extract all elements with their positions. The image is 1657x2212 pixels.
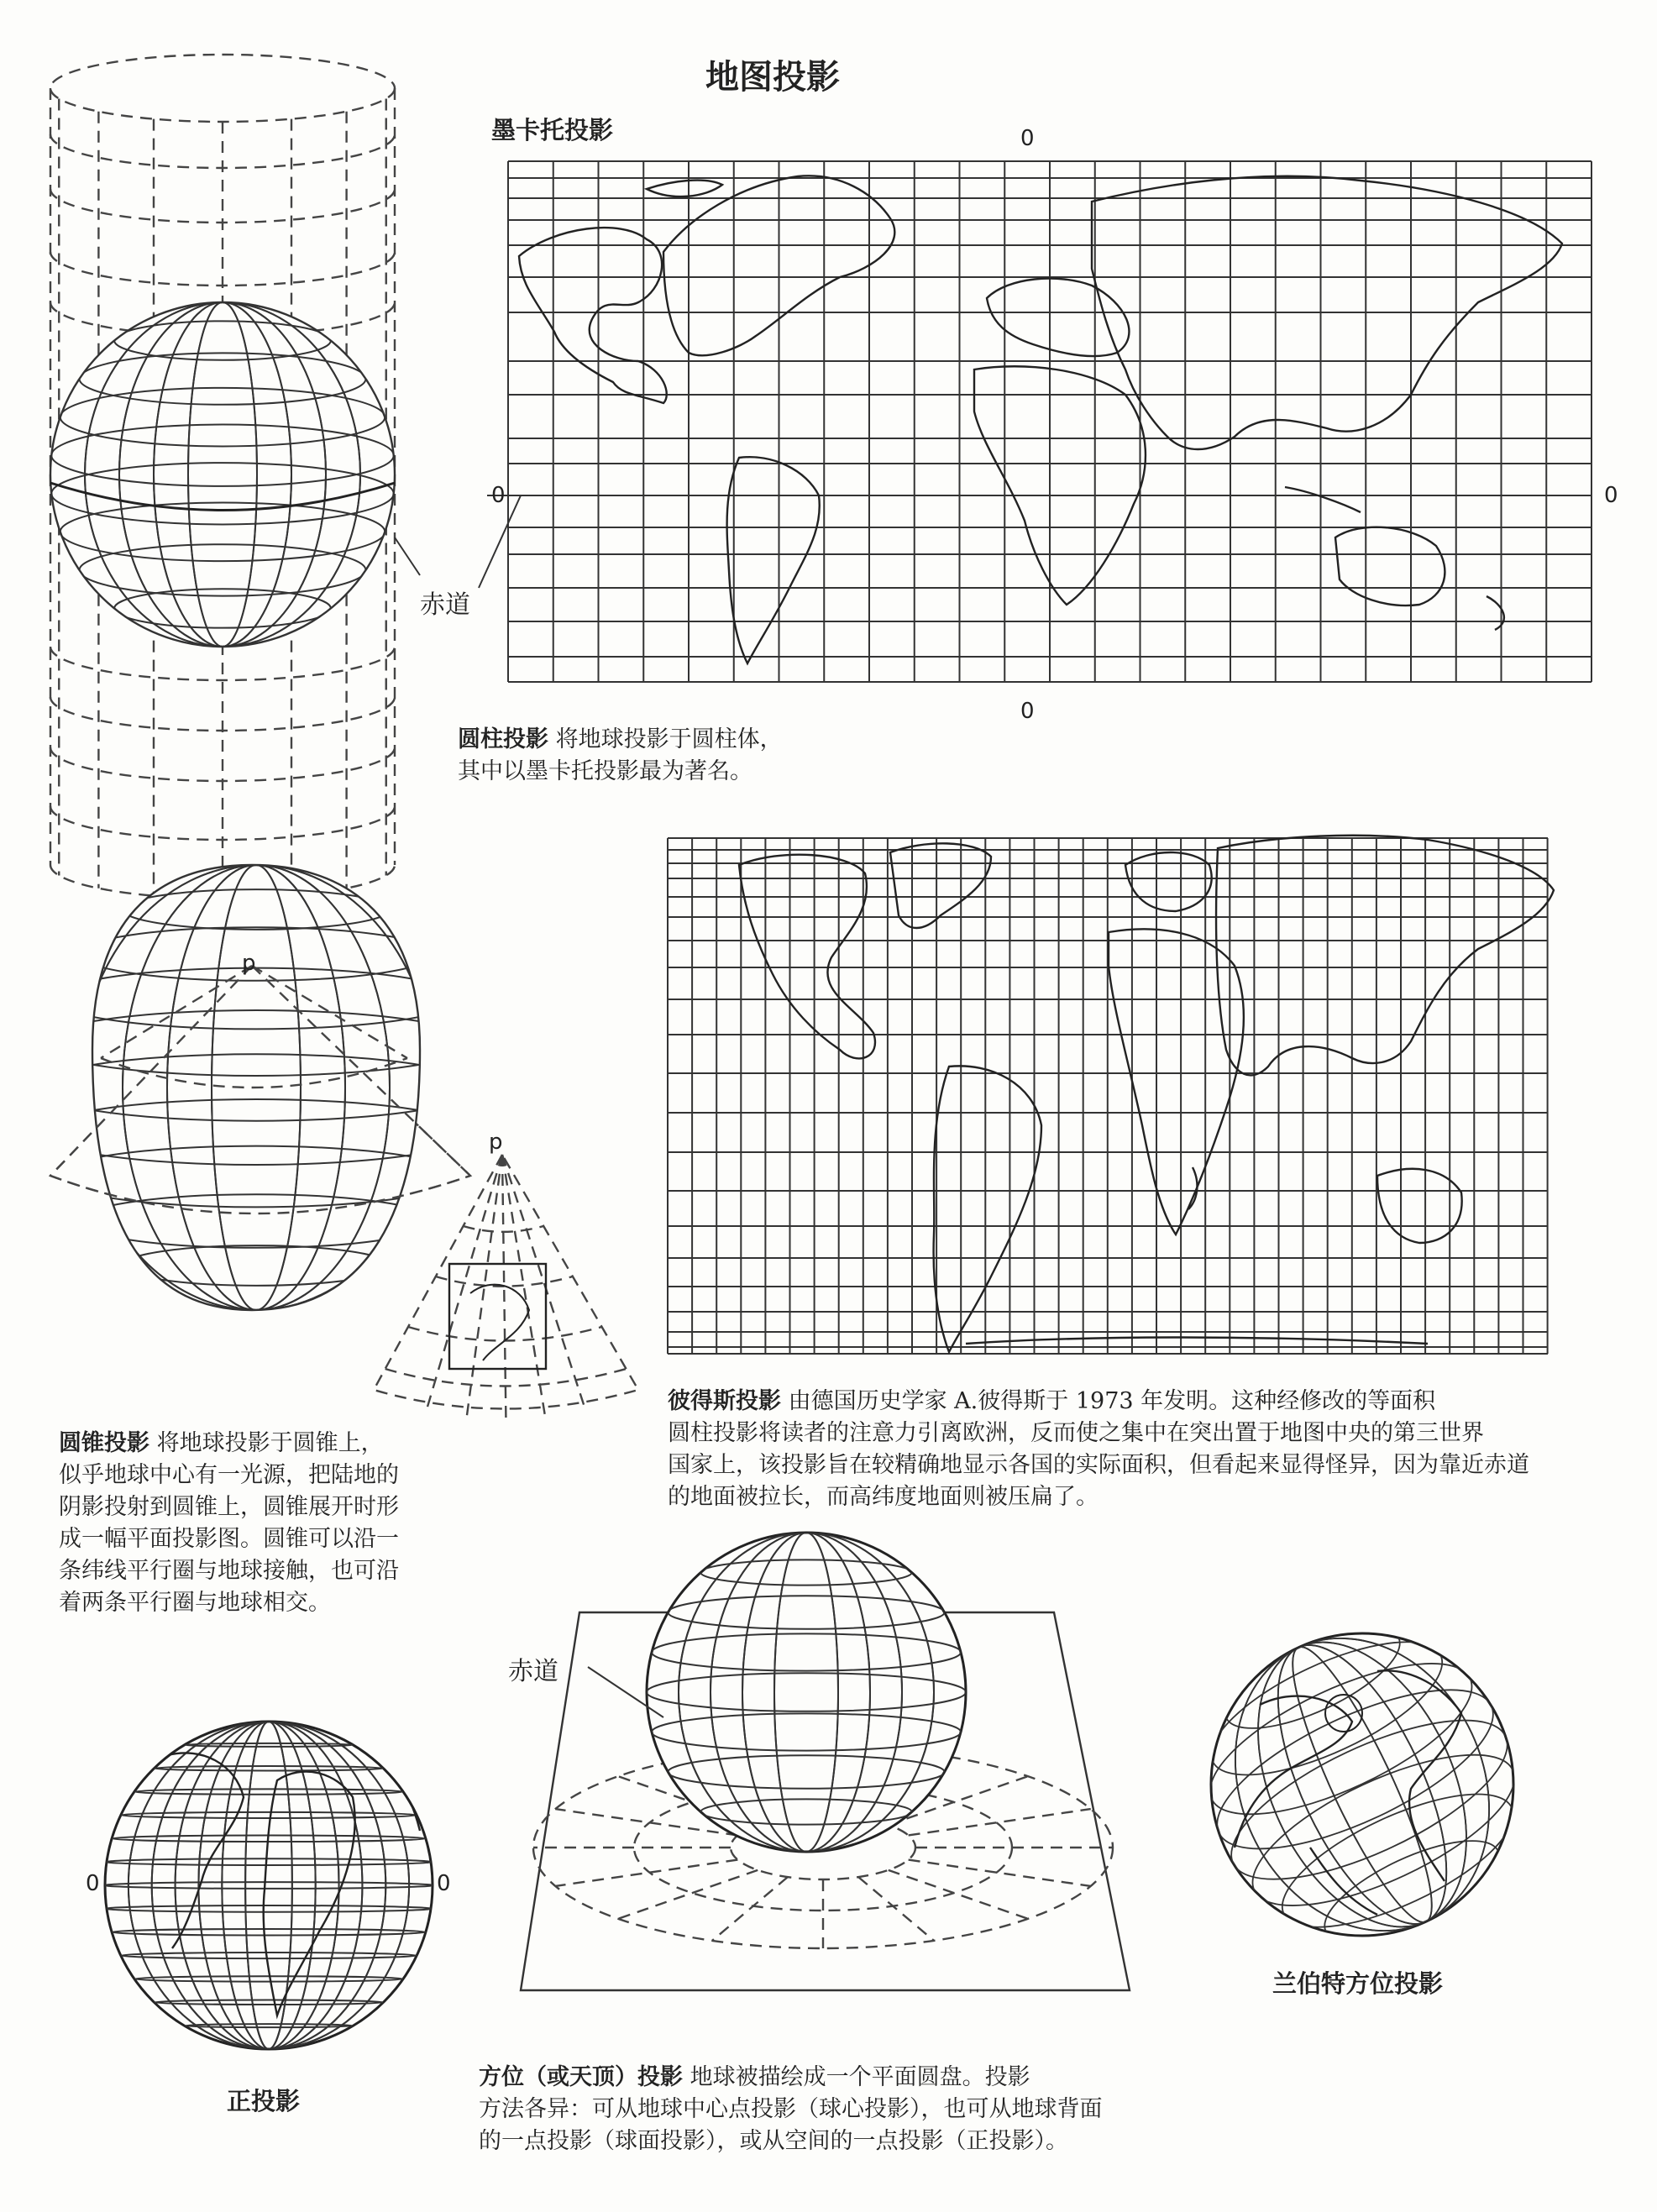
ortho-zero-right: 0 (437, 1871, 451, 1896)
mercator-zero-right: 0 (1604, 483, 1618, 508)
mercator-zero-left: 0 (491, 483, 506, 508)
cone-apex-label-1: p (242, 951, 256, 976)
azimuthal-line-1: 地球被描绘成一个平面圆盘。投影 (690, 2064, 1030, 2090)
azimuthal-ray (909, 1860, 1091, 1886)
mercator-map (479, 161, 1591, 682)
conic-title: 圆锥投影 (59, 1430, 149, 1456)
cylindrical-line-1: 将地球投影于圆柱体， (555, 726, 783, 752)
small-cone-meridian (502, 1155, 506, 1423)
lambert-parallel (1233, 1725, 1534, 1936)
cylindrical-title: 圆柱投影 (458, 726, 548, 752)
azimuthal-illustration (521, 1533, 1130, 1990)
cylindrical-caption (458, 724, 928, 788)
lambert-parallel (1312, 1821, 1513, 1961)
azimuthal-title: 方位（或天顶）投影 (479, 2064, 683, 2090)
azimuthal-ray (618, 1870, 758, 1919)
cone-apex-label-2: p (489, 1130, 503, 1155)
mercator-landmasses (519, 176, 1562, 663)
azimuthal-ray (555, 1860, 737, 1886)
peters-line-1: 由德国历史学家 A.彼得斯于 1973 年发明。这种经修改的等面积 (788, 1388, 1436, 1414)
peters-caption (668, 1386, 1642, 1513)
orthographic-label: 正投影 (227, 2087, 301, 2115)
page-title: 地图投影 (705, 58, 840, 97)
peters-line-3: 国家上，该投影旨在较精确地显示各国的实际面积，但看起来显得怪异，因为靠近赤道 (668, 1452, 1529, 1478)
conic-illustration (34, 865, 638, 1423)
ortho-parallel (121, 1812, 417, 1818)
conic-line-6: 着两条平行圈与地球相交。 (59, 1590, 331, 1616)
equator-label-azimuthal: 赤道 (508, 1657, 558, 1686)
ortho-parallel (107, 1858, 431, 1865)
conic-caption (59, 1428, 454, 1619)
ortho-parallel (155, 1766, 384, 1770)
mercator-label: 墨卡托投影 (491, 116, 614, 144)
azimuthal-caption (479, 2062, 1151, 2157)
cylindrical-line-2: 其中以墨卡托投影最为著名。 (458, 758, 752, 784)
azimuthal-ray (889, 1870, 1028, 1919)
lambert-parallel (1213, 1607, 1413, 1748)
orthographic-globe (105, 1722, 433, 2049)
mercator-zero-bottom: 0 (1020, 699, 1035, 724)
azimuthal-line-2: 方法各异：可从地球中心点投影（球心投影），也可从地球背面 (479, 2096, 1103, 2122)
ortho-parallel (107, 1905, 431, 1912)
ortho-parallel (134, 1976, 403, 1981)
conic-line-1: 将地球投影于圆锥上， (156, 1430, 384, 1456)
cylinder-illustration (50, 55, 420, 899)
small-cone-meridian (502, 1155, 585, 1410)
peters-line-2: 圆柱投影将读者的注意力引离欧洲，反而使之集中在突出置于地图中央的第三世界 (668, 1420, 1484, 1446)
small-cone-land (470, 1285, 529, 1360)
equator-label-cylinder: 赤道 (420, 590, 470, 620)
ortho-zero-left: 0 (86, 1871, 100, 1896)
small-cone-parallel (464, 1226, 544, 1232)
peters-line-4: 的地面被拉长，而高纬度地面则被压扁了。 (668, 1484, 1099, 1510)
mercator-zero-top: 0 (1020, 126, 1035, 151)
azimuthal-line-3: 的一点投影（球面投影），或从空间的一点投影（正投影）。 (479, 2128, 1068, 2154)
ortho-parallel (105, 1882, 433, 1889)
peters-title: 彼得斯投影 (668, 1388, 781, 1414)
ortho-parallel (155, 2000, 384, 2005)
conic-line-2: 似乎地球中心有一光源，把陆地的 (59, 1462, 399, 1488)
lambert-label: 兰伯特方位投影 (1272, 1969, 1444, 1998)
conic-line-4: 成一幅平面投影图。圆锥可以沿一 (59, 1526, 399, 1552)
ortho-parallel (134, 1789, 403, 1794)
ortho-parallel (121, 1953, 417, 1958)
small-cone-meridian (466, 1155, 502, 1420)
peters-landmasses (739, 836, 1554, 1352)
ortho-parallel (112, 1929, 426, 1935)
small-cone-map-frame (449, 1264, 546, 1369)
peters-map (668, 836, 1554, 1354)
conic-line-5: 条纬线平行圈与地球接触，也可沿 (59, 1558, 399, 1584)
lambert-globe (1188, 1596, 1535, 1973)
conic-line-3: 阴影投射到圆锥上，圆锥展开时形 (59, 1494, 399, 1520)
cylinder-globe (50, 302, 395, 647)
azimuthal-ray (909, 1809, 1091, 1835)
